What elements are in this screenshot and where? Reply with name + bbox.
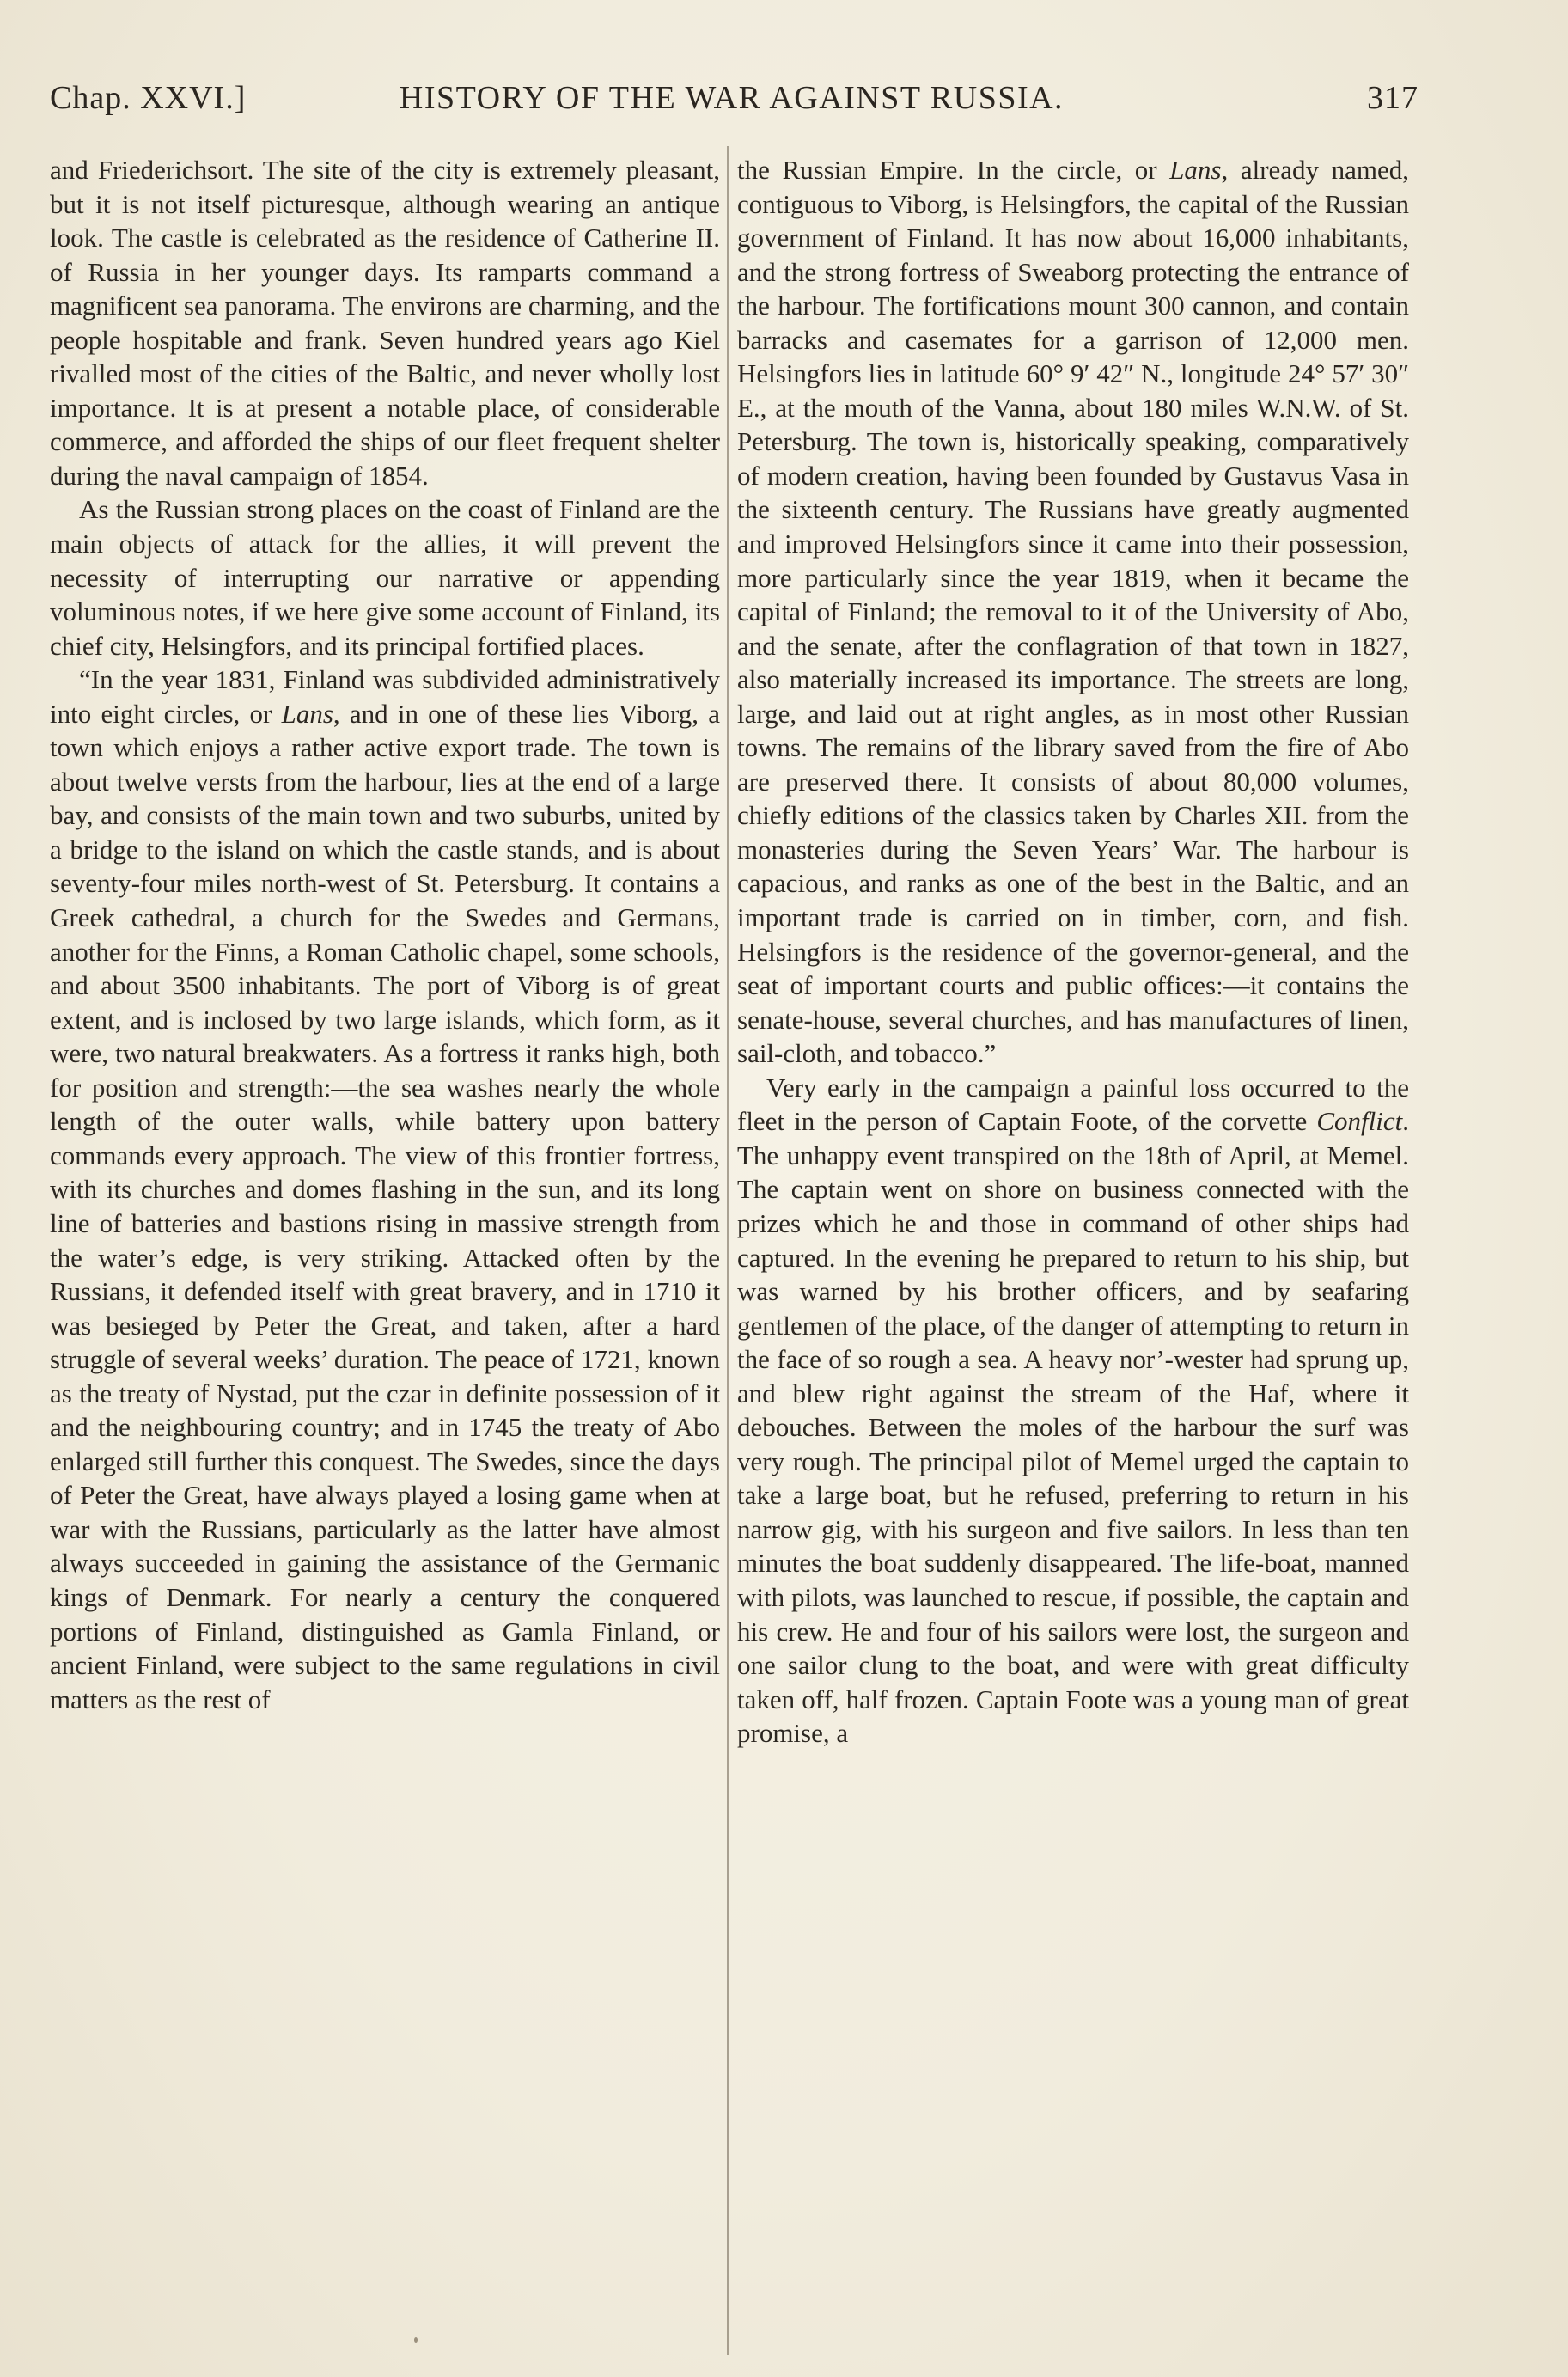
right-column bbox=[737, 153, 1409, 2353]
paragraph-viborg-text-b: , and in one of these lies Viborg, a town which enjoys a rather active export trade. The town is about twelve versts from the harbour, lies at the end of a large bay, and consists of the main town and two suburbs, united by a bridge to the island on which the castle stands, and is about seventy-four miles north-west of St. Petersburg. It contains a Greek cathedral, a church for the Swedes and Germans, another for the Finns, a Roman Catholic chapel, some schools, and about 3500 inhabitants. The port of Viborg is of great extent, and is inclosed by two large islands, which form, as it were, two natural breakwaters. As a fortress it ranks high, both for position and strength:—the sea washes nearly the whole length of the outer walls, while battery upon battery commands every approach. The view of this frontier fortress, with its churches and domes flashing in the sun, and its long line of batteries and bastions rising in massive strength from the water’s edge, is very striking. Attacked often by the Russians, it defended itself with great bravery, and in 1710 it was besieged by Peter the Great, and taken, after a hard struggle of several weeks’ duration. The peace of 1721, known as the treaty of Nystad, put the czar in definite possession of it and the neighbouring country; and in 1745 the treaty of Abo enlarged still further this conquest. The Swedes, since the days of Peter the Great, have always played a losing game when at war with the Russians, particularly as the latter have almost always succeeded in gaining the assistance of the Germanic kings of Denmark. For nearly a century the conquered portions of Finland, distinguished as Gamla Finland, or ancient Finland, were subject to the same regulations in civil matters as the rest of bbox=[50, 698, 720, 1714]
paragraph-viborg-lans: Lans bbox=[281, 698, 333, 729]
paper-speck bbox=[414, 2337, 418, 2343]
paragraph-captain-foote-text-b: . The unhappy event transpired on the 18th of April, at Memel. The captain went on shore on business connected with the prizes which he and those in command of other ships had captured. In the evening he prepared to return to his ship, but was warned by his brother officers, and by seafaring gentlemen of the place, of the danger of attempting to return in the face of so rough a sea. A heavy nor’-wester had sprung up, and blew right against the stream of the Haf, where it debouches. Between the moles of the harbour the surf was very rough. The principal pilot of Memel urged the captain to take a large boat, but he refused, preferring to return in his narrow gig, with his surgeon and five sailors. In less than ten minutes the boat suddenly disappeared. The life-boat, manned with pilots, was launched to rescue, if possible, the captain and his crew. He and four of his sailors were lost, the surgeon and one sailor clung to the boat, and were with great difficulty taken off, half frozen. Captain Foote was a young man of great promise, a bbox=[737, 1106, 1409, 1749]
paragraph-helsingfors-text-a: the Russian Empire. In the circle, or bbox=[737, 155, 1170, 185]
page-number: 317 bbox=[1367, 80, 1419, 116]
paragraph-captain-foote-text-a: Very early in the campaign a painful loss occurred to the fleet in the person of Captain Foote, of the corvette bbox=[737, 1072, 1409, 1137]
left-column bbox=[50, 153, 720, 2353]
paragraph-viborg bbox=[50, 663, 720, 1716]
paragraph-viborg-text-a: “In the year 1831, Finland was subdivided administratively into eight circles, or bbox=[50, 664, 720, 729]
paragraph-helsingfors bbox=[737, 153, 1409, 1071]
paragraph-captain-foote-ship: Conflict bbox=[1316, 1106, 1403, 1137]
paragraph-helsingfors-lans: Lans bbox=[1169, 155, 1222, 185]
paragraph-finland-intro: As the Russian strong places on the coast of Finland are the main objects of attack for the allies, it will prevent the necessity of interrupting our narrative or appending voluminous notes, if we here give some account of Finland, its chief city, Helsingfors, and its principal fortified places. bbox=[50, 494, 720, 661]
running-title: HISTORY OF THE WAR AGAINST RUSSIA. bbox=[399, 80, 1065, 116]
paragraph-kiel: and Friederichsort. The site of the city is extremely pleasant, but it is not itself picturesque, although wearing an antique look. The castle is celebrated as the residence of Catherine II. of Russia in her younger days. Its ramparts command a magnificent sea panorama. The environs are charming, and the people hospitable and frank. Seven hundred years ago Kiel rivalled most of the cities of the Baltic, and never wholly lost importance. It is at present a notable place, of considerable commerce, and afforded the ships of our fleet frequent shelter during the naval campaign of 1854. bbox=[50, 155, 720, 491]
paragraph-helsingfors-text-b: , already named, contiguous to Viborg, is Helsingfors, the capital of the Russian government of Finland. It has now about 16,000 inhabitants, and the strong fortress of Sweaborg protecting the entrance of the harbour. The fortifications mount 300 cannon, and contain barracks and casemates for a garrison of 12,000 men. Helsingfors lies in latitude 60° 9′ 42″ N., longitude 24° 57′ 30″ E., at the mouth of the Vanna, about 180 miles W.N.W. of St. Petersburg. The town is, historically speaking, comparatively of modern creation, having been founded by Gustavus Vasa in the sixteenth century. The Russians have greatly augmented and improved Helsingfors since it came into their possession, more particularly since the year 1819, when it became the capital of Finland; the removal to it of the University of Abo, and the senate, after the conflagration of that town in 1827, also materially increased its importance. The streets are long, large, and laid out at right angles, as in most other Russian towns. The remains of the library saved from the fire of Abo are preserved there. It consists of about 80,000 volumes, chiefly editions of the classics taken by Charles XII. from the monasteries during the Seven Years’ War. The harbour is capacious, and ranks as one of the best in the Baltic, and an important trade is carried on in timber, corn, and fish. Helsingfors is the residence of the governor-general, and the seat of important courts and public offices:—it contains the senate-house, several churches, and has manufactures of linen, sail-cloth, and tobacco.” bbox=[737, 155, 1409, 1069]
chapter-label: Chap. XXVI.] bbox=[50, 80, 247, 116]
column-divider bbox=[727, 146, 729, 2355]
paragraph-captain-foote bbox=[737, 1071, 1409, 1751]
running-header bbox=[50, 79, 1419, 131]
